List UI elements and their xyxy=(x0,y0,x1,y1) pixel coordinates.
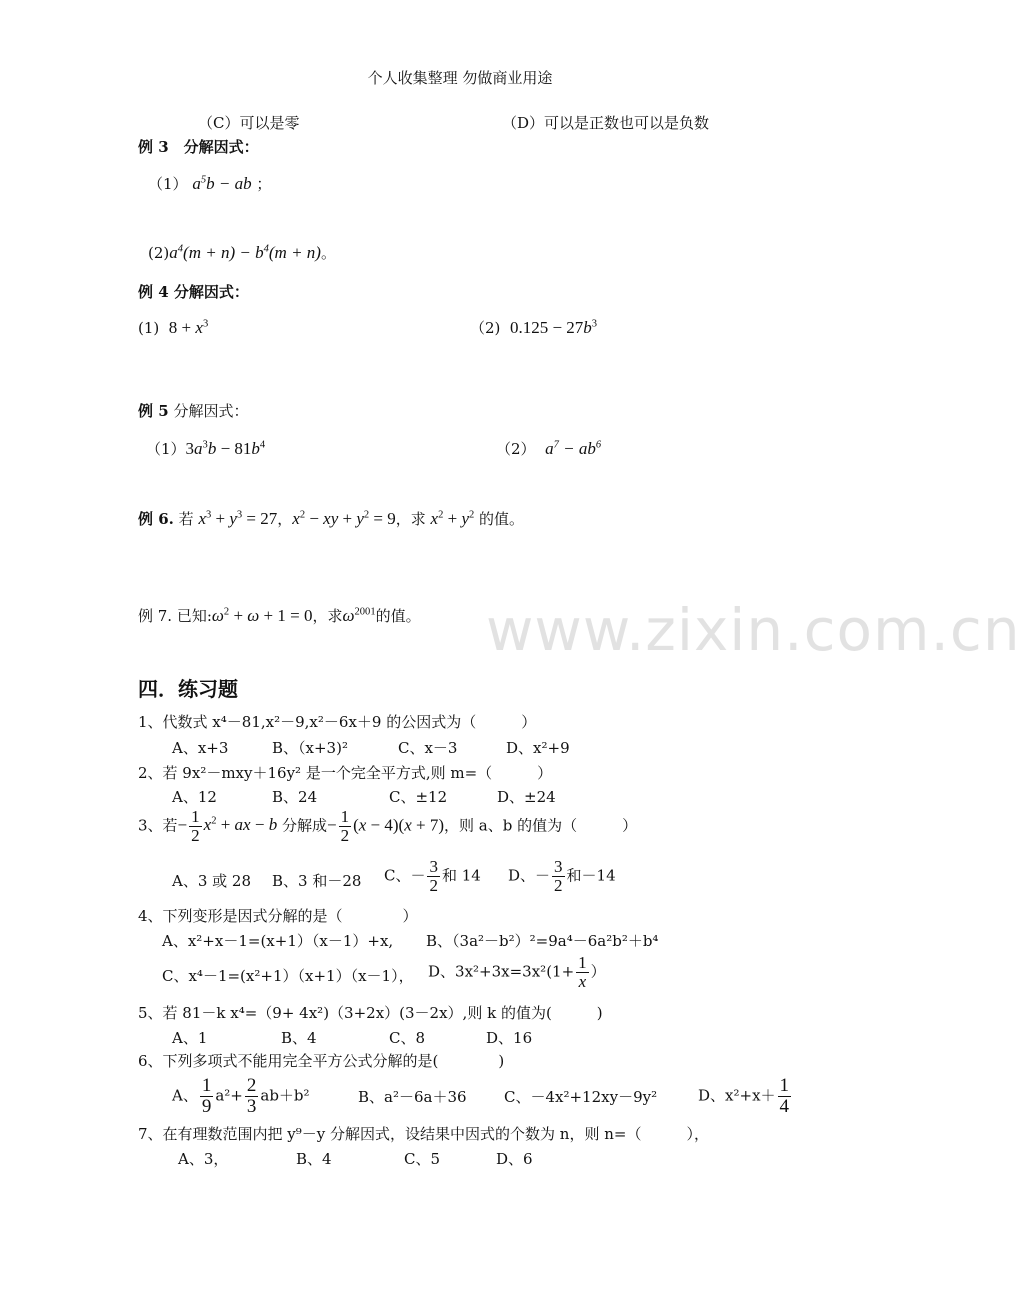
question-1-option-b: B、（x+3)² xyxy=(272,739,348,757)
fraction-three-halves: $\frac{3}{2}$ xyxy=(429,857,438,895)
math-expression: $3a^3b - 81b^4$ xyxy=(185,439,266,458)
example-3-item-1: （1） $a^5b$ − ab ； xyxy=(148,174,272,193)
question-3-stem: 3、若− $\frac{1}{2}$ $x^2$ + ax − b 分解成− $\frac{1}{2}$ (x − 4)(x + 7)，则 a、b 的值为（ ） xyxy=(138,807,638,845)
question-7-option-c: C、5 xyxy=(404,1150,441,1168)
question-7-option-b: B、4 xyxy=(296,1150,332,1168)
section-heading: 四．练习题 xyxy=(138,677,238,701)
example-4-title: 例 4 分解因式： xyxy=(138,283,249,301)
example-3-item-2: $(2)a^4(m + n) - b^4(m + n)$。 xyxy=(148,243,336,262)
math-expression: $x^2$ − xy + $y^2 = 9$ xyxy=(292,509,396,528)
math-expression: $x^2 + y^2$ xyxy=(430,509,475,528)
question-1-option-c: C、x－3 xyxy=(398,739,458,757)
question-7-option-a: A、3， xyxy=(178,1150,229,1168)
math-expression: $\omega^{2001}$ xyxy=(342,606,376,625)
fraction-two-thirds: $\frac{2}{3}$ xyxy=(246,1075,257,1117)
fraction-one-quarter: $\frac{1}{4}$ xyxy=(779,1075,790,1117)
question-6-option-c: C、－4x²+12xy－9y² xyxy=(504,1088,658,1106)
question-3-option-b: B、3 和－28 xyxy=(272,872,362,890)
math-expression: $a^4(m + n) - b^4(m + n)$ xyxy=(169,243,321,262)
question-5-option-a: A、1 xyxy=(172,1029,208,1047)
fraction-one-half: $\frac{1}{2}$ xyxy=(191,807,200,845)
math-expression: $0.125 - 27b^3$ xyxy=(509,318,598,337)
question-2-option-a: A、12 xyxy=(172,788,217,806)
question-1-option-a: A、x+3 xyxy=(172,739,229,757)
question-2-option-c: C、±12 xyxy=(389,788,448,806)
watermark: www.zixin.com.cn xyxy=(486,596,1021,664)
math-expression: $\omega^2 + \omega + 1 = 0$ xyxy=(211,606,313,625)
fraction-one-ninth: $\frac{1}{9}$ xyxy=(201,1075,212,1117)
question-7-option-d: D、6 xyxy=(496,1150,533,1168)
fraction-one-half: $\frac{1}{2}$ xyxy=(340,807,350,845)
page-header: 个人收集整理 勿做商业用途 xyxy=(367,69,553,87)
question-1-option-d: D、x²+9 xyxy=(506,739,570,757)
question-6-stem: 6、下列多项式不能用完全平方公式分解的是( ) xyxy=(138,1052,505,1070)
example-5-title: 例 5 分解因式： xyxy=(138,402,249,420)
example-3-title: 例 3 分解因式： xyxy=(138,138,259,156)
question-1-stem: 1、代数式 x⁴－81,x²－9,x²－6x＋9 的公因式为（ ） xyxy=(138,713,537,731)
math-expression: $x^2$ + ax − b xyxy=(203,815,278,835)
example-5-item-2: （2） $a^7 - ab^6$ xyxy=(496,439,602,458)
example-6: 例 6. 若 $x^3 + y^3 = 27$，$x^2$ − xy + $y^2 = 9$，求 $x^2 + y^2$ 的值。 xyxy=(138,509,525,528)
example-7: 例 7. 已知$:\omega^2 + \omega + 1 = 0$，求$\omega^{2001}$的值。 xyxy=(138,606,421,625)
option-d-prev: （D）可以是正数也可以是负数 xyxy=(502,114,710,132)
math-expression: $x^3 + y^3 = 27$ xyxy=(198,509,278,528)
question-2-stem: 2、若 9x²－mxy＋16y² 是一个完全平方式,则 m=（ ） xyxy=(138,764,553,782)
question-4-option-a: A、x²+x－1=(x+1）（x－1）+x, xyxy=(162,932,394,950)
math-expression: $a^7 - ab^6$ xyxy=(545,439,602,458)
example-4-item-1: (1) $8 + x^3$ xyxy=(138,318,209,337)
math-expression: $a^5b$ − ab xyxy=(192,174,252,193)
example-5-item-1: $(1)3a^3b - 81b^4$ xyxy=(146,439,266,458)
question-3-option-c: C、－ $\frac{3}{2}$ 和 14 xyxy=(384,857,481,895)
question-6-option-b: B、a²－6a＋36 xyxy=(358,1088,467,1106)
question-4-option-b: B、（3a²－b²）²=9a⁴－6a²b²＋b⁴ xyxy=(426,932,659,950)
question-4-option-c: C、x⁴－1=(x²+1）（x+1）（x－1）， xyxy=(162,967,414,985)
example-4-item-2: （2) $0.125 - 27b^3$ xyxy=(470,318,598,337)
question-5-option-b: B、4 xyxy=(281,1029,317,1047)
question-6-option-a: A、 $\frac{1}{9}$ a²+ $\frac{2}{3}$ ab＋b² xyxy=(172,1075,310,1117)
question-6-option-d: D、x²+x＋ $\frac{1}{4}$ xyxy=(698,1075,790,1117)
option-c-prev: （C）可以是零 xyxy=(198,114,300,132)
fraction-three-halves: $\frac{3}{2}$ xyxy=(554,857,563,895)
question-2-option-d: D、±24 xyxy=(497,788,556,806)
question-5-option-d: D、16 xyxy=(486,1029,533,1047)
math-expression: (x − 4)(x + 7) xyxy=(353,815,445,835)
question-7-stem: 7、在有理数范围内把 y⁹－y 分解因式，设结果中因式的个数为 n，则 n=（ ）， xyxy=(138,1125,709,1143)
question-5-option-c: C、8 xyxy=(389,1029,426,1047)
math-expression: $8 + x^3$ xyxy=(168,318,209,337)
question-4-option-d: D、3x²+3x=3x²(1+ $\frac{1}{x}$ ） xyxy=(428,953,606,991)
question-5-stem: 5、若 81－k x⁴=（9+ 4x²)（3+2x）(3－2x）,则 k 的值为( ) xyxy=(138,1004,603,1022)
fraction-one-over-x: $\frac{1}{x}$ xyxy=(578,953,587,991)
question-4-stem: 4、下列变形是因式分解的是（ ） xyxy=(138,907,418,925)
question-3-option-a: A、3 或 28 xyxy=(172,872,251,890)
question-3-option-d: D、－ $\frac{3}{2}$ 和－14 xyxy=(508,857,616,895)
question-2-option-b: B、24 xyxy=(272,788,318,806)
